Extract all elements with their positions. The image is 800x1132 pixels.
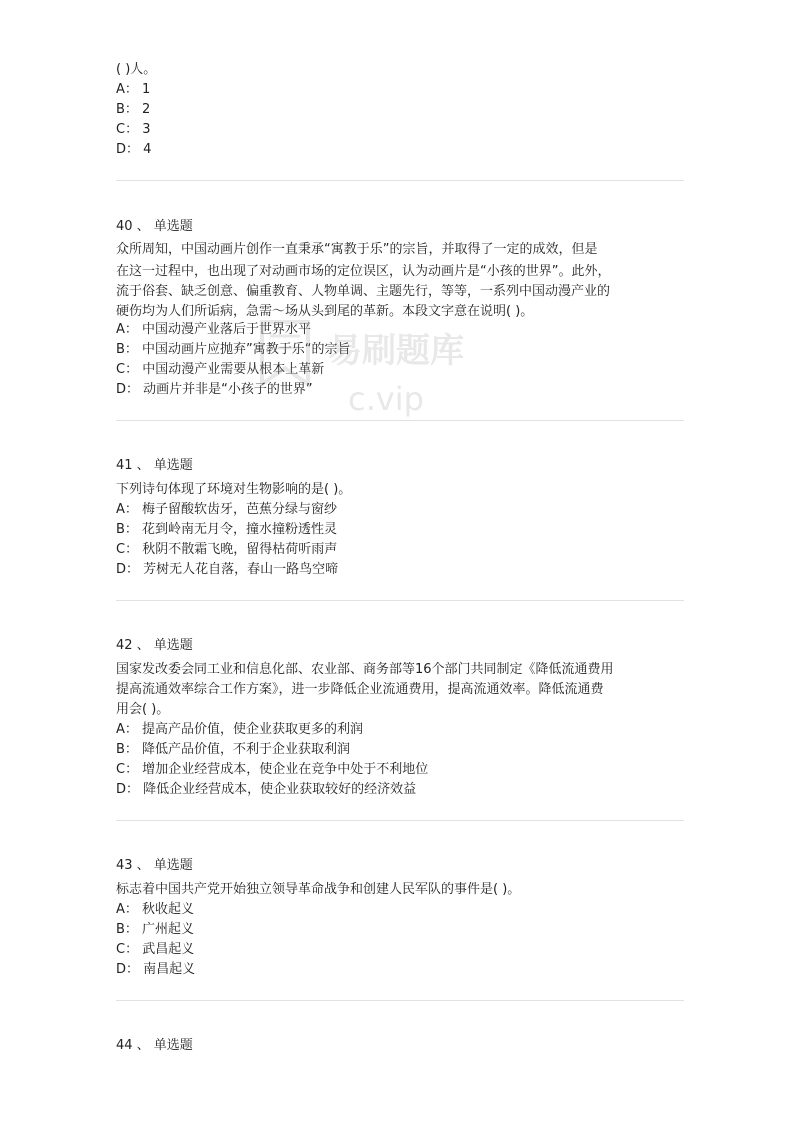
question-divider bbox=[116, 600, 684, 601]
q40-option-c: C： 中国动漫产业需要从根本上革新 bbox=[116, 362, 325, 377]
q39-option-d: D： 4 bbox=[116, 142, 152, 157]
q39-option-a: A： 1 bbox=[116, 82, 151, 97]
q43-header: 43 、 单选题 bbox=[116, 858, 193, 873]
q42-option-b: B： 降低产品价值，不利于企业获取利润 bbox=[116, 742, 351, 757]
q40-option-b: B： 中国动画片应抛弃”寓教于乐“的宗旨 bbox=[116, 342, 351, 357]
q42-stem-line: 国家发改委会同工业和信息化部、农业部、商务部等16个部门共同制定《降低流通费用 bbox=[116, 662, 614, 677]
question-divider bbox=[116, 420, 684, 421]
q41-option-a: A： 梅子留酸软齿牙，芭蕉分绿与窗纱 bbox=[116, 502, 338, 517]
q40-option-d: D： 动画片并非是“小孩子的世界” bbox=[116, 382, 313, 397]
q43-option-a: A： 秋收起义 bbox=[116, 902, 195, 917]
question-divider bbox=[116, 820, 684, 821]
q39-option-b: B： 2 bbox=[116, 102, 151, 117]
q40-header: 40 、 单选题 bbox=[116, 219, 193, 234]
watermark-text-cn: 易刷题库 bbox=[328, 331, 464, 371]
q41-header: 41 、 单选题 bbox=[116, 458, 193, 473]
q44-header: 44 、 单选题 bbox=[116, 1038, 193, 1053]
watermark-text-domain: c.vip bbox=[348, 380, 424, 418]
q42-option-d: D： 降低企业经营成本，使企业获取较好的经济效益 bbox=[116, 782, 417, 797]
q42-stem-line: 提高流通效率综合工作方案》，进一步降低企业流通费用，提高流通效率。降低流通费 bbox=[116, 682, 604, 697]
q40-option-a: A： 中国动漫产业落后于世界水平 bbox=[116, 322, 312, 337]
q40-stem-line: 硬伤均为人们所诟病，急需～场从头到尾的革新。本段文字意在说明( )。 bbox=[116, 304, 534, 319]
q40-stem-line: 众所周知，中国动画片创作一直秉承“寓教于乐”的宗旨，并取得了一定的成效，但是 bbox=[116, 242, 598, 257]
q43-stem-line: 标志着中国共产党开始独立领导革命战争和创建人民军队的事件是( )。 bbox=[116, 882, 521, 897]
q39-stem-line: ( )人。 bbox=[116, 62, 157, 77]
q40-stem-line: 流于俗套、缺乏创意、偏重教育、人物单调、主题先行，等等，一系列中国动漫产业的 bbox=[116, 284, 611, 299]
q42-stem-line: 用会( )。 bbox=[116, 702, 170, 717]
question-divider bbox=[116, 1000, 684, 1001]
q41-option-c: C： 秋阴不散霜飞晚，留得枯荷听雨声 bbox=[116, 542, 338, 557]
q40-stem-line: 在这一过程中，也出现了对动画市场的定位误区，认为动画片是“小孩的世界”。此外， bbox=[116, 264, 611, 279]
q41-option-b: B： 花到岭南无月令，撞水撞粉透性灵 bbox=[116, 522, 338, 537]
q39-option-c: C： 3 bbox=[116, 122, 151, 137]
q42-option-c: C： 增加企业经营成本，使企业在竞争中处于不利地位 bbox=[116, 762, 429, 777]
question-divider bbox=[116, 180, 684, 181]
q41-stem-line: 下列诗句体现了环境对生物影响的是( )。 bbox=[116, 482, 352, 497]
q43-option-d: D： 南昌起义 bbox=[116, 962, 196, 977]
q42-header: 42 、 单选题 bbox=[116, 638, 193, 653]
q41-option-d: D： 芳树无人花自落，春山一路鸟空啼 bbox=[116, 562, 339, 577]
q43-option-c: C： 武昌起义 bbox=[116, 942, 195, 957]
q42-option-a: A： 提高产品价值，使企业获取更多的利润 bbox=[116, 722, 364, 737]
q43-option-b: B： 广州起义 bbox=[116, 922, 195, 937]
